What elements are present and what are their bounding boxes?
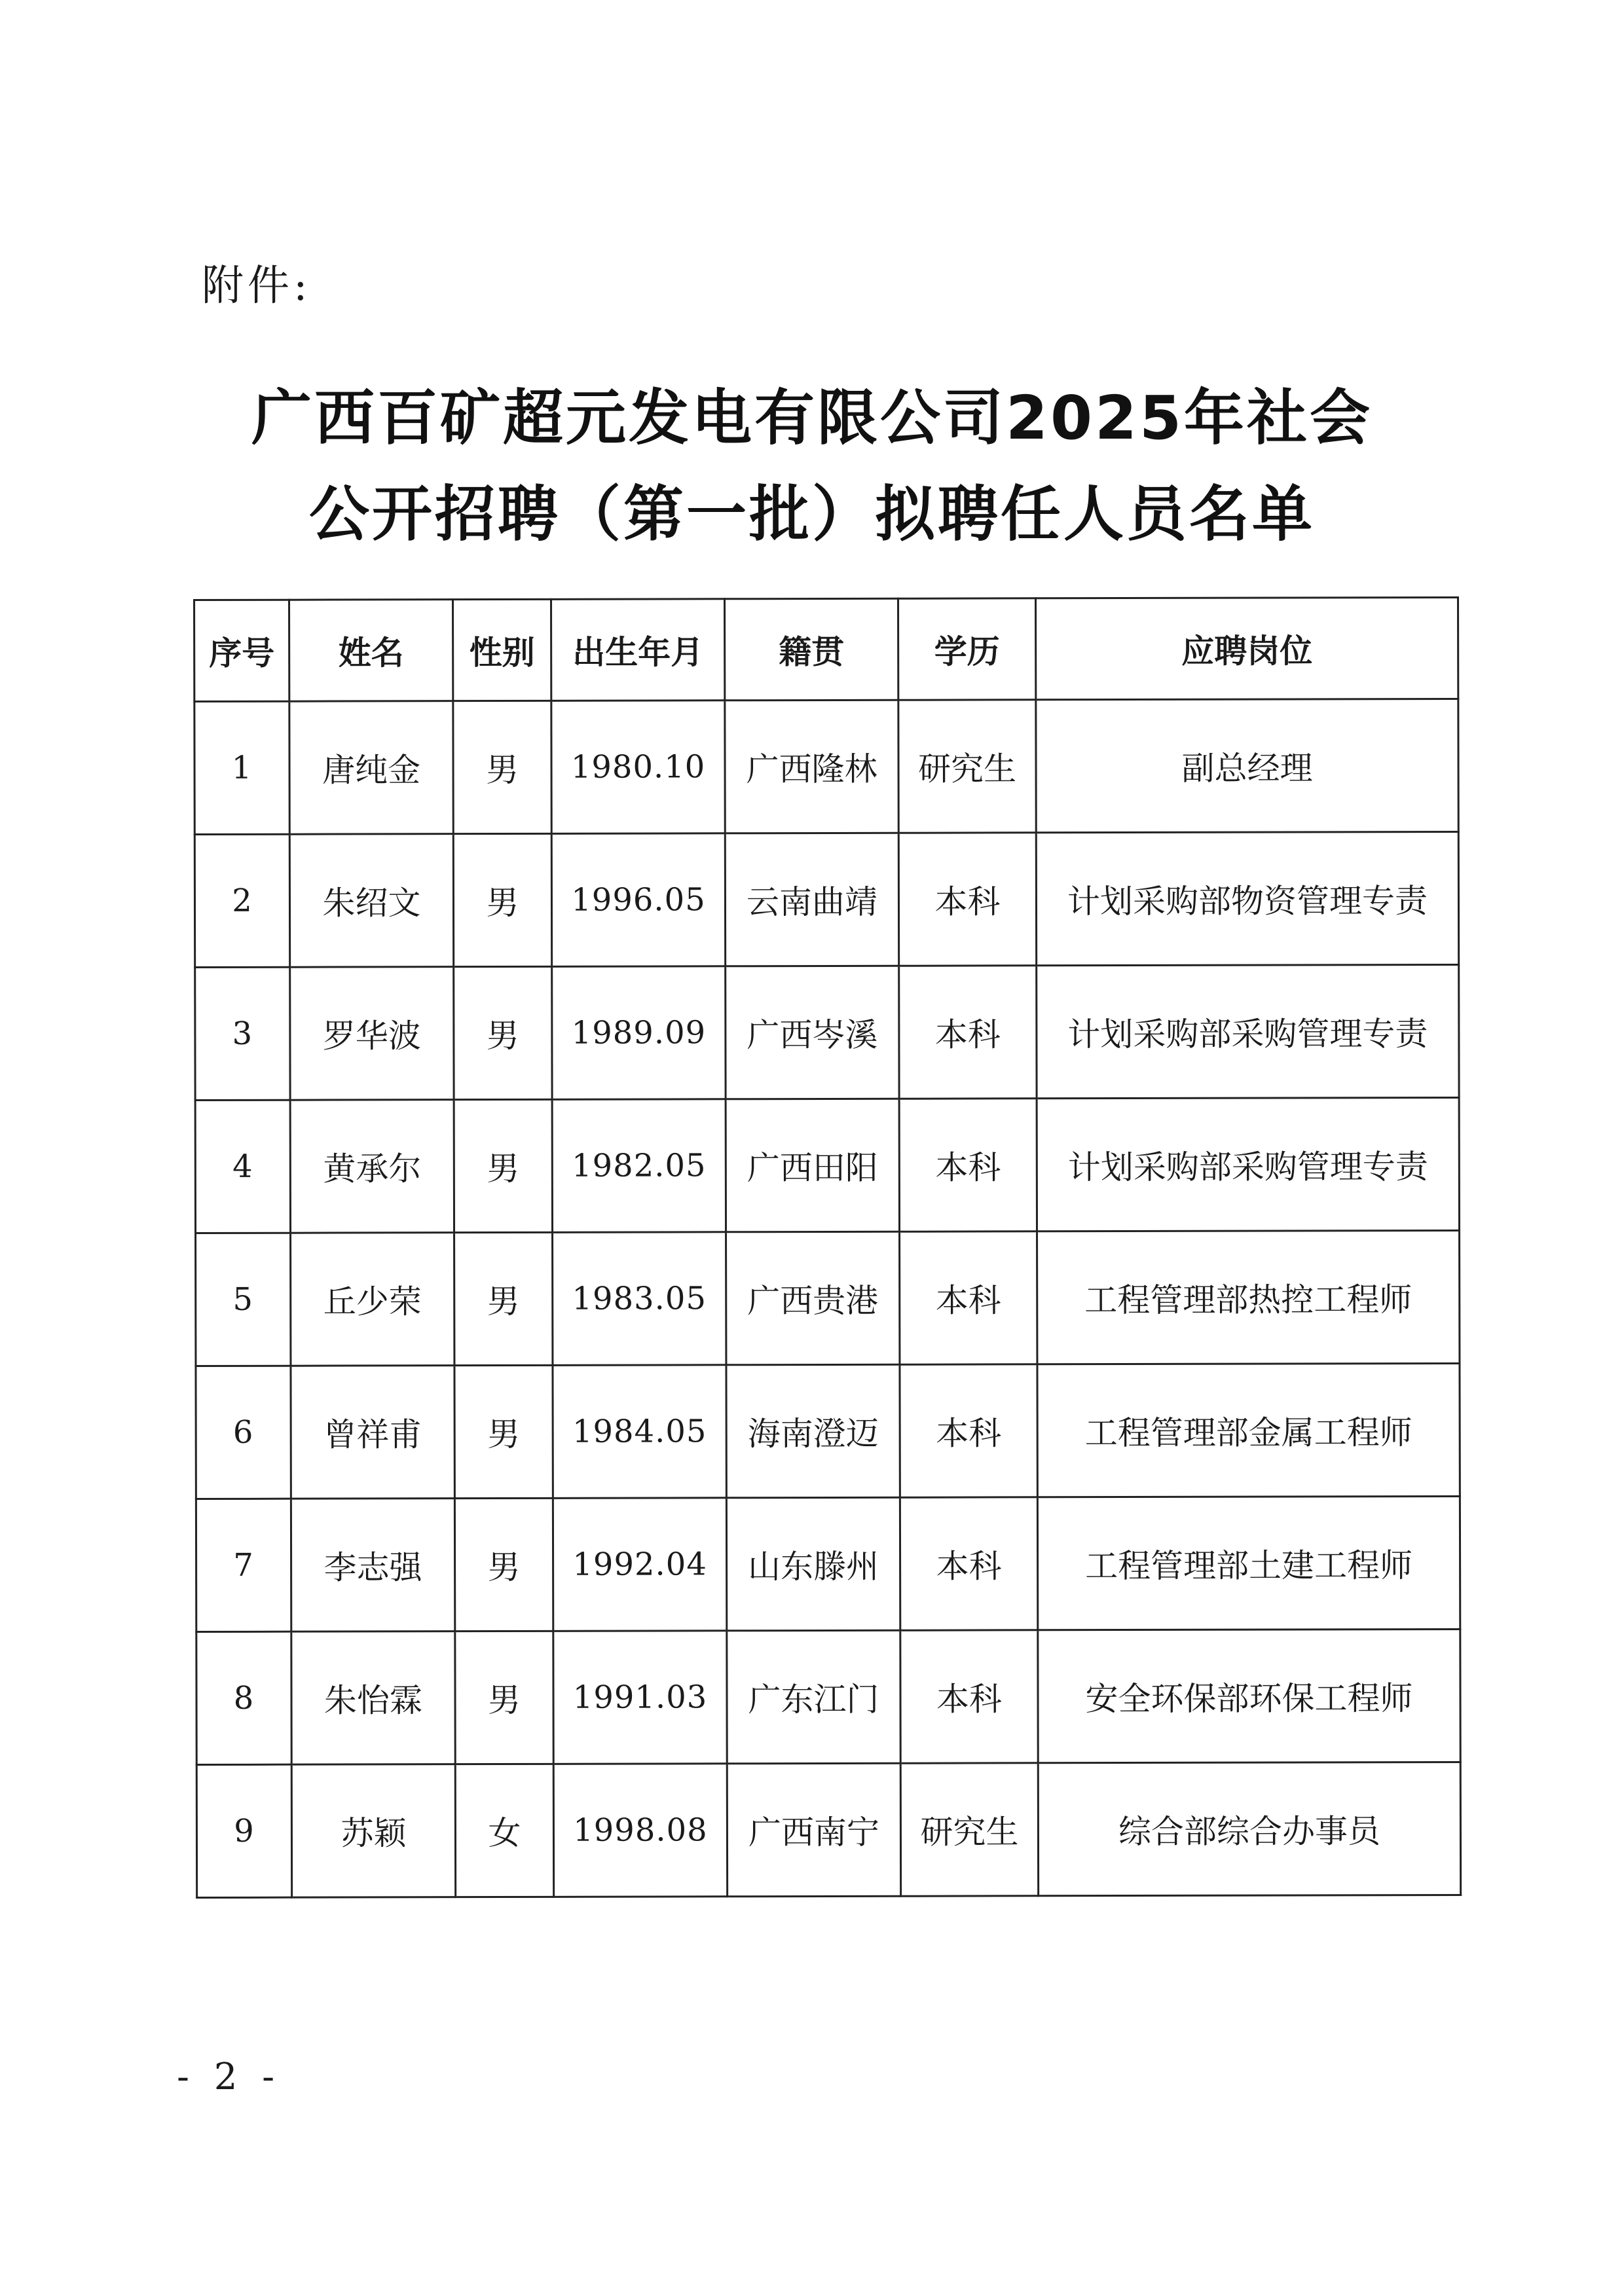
cell-birth-date: 1992.04 — [553, 1498, 726, 1631]
cell-birth-date: 1989.09 — [552, 966, 726, 1100]
cell-name: 苏颖 — [291, 1764, 455, 1898]
cell-birth-date: 1980.10 — [551, 701, 725, 834]
cell-native-place: 海南澄迈 — [726, 1364, 900, 1498]
cell-education: 本科 — [899, 1099, 1037, 1231]
cell-native-place: 广西隆林 — [725, 700, 898, 833]
cell-name: 黄承尔 — [290, 1100, 454, 1233]
cell-index: 1 — [194, 701, 289, 834]
cell-birth-date: 1991.03 — [553, 1631, 727, 1764]
header-gender: 性别 — [453, 599, 551, 701]
header-education: 学历 — [898, 598, 1036, 700]
cell-index: 2 — [194, 834, 289, 967]
cell-name: 唐纯金 — [289, 701, 453, 835]
cell-education: 研究生 — [900, 1763, 1038, 1896]
cell-birth-date: 1984.05 — [553, 1365, 726, 1499]
cell-name: 朱怡霖 — [291, 1631, 455, 1765]
cell-gender: 男 — [454, 966, 552, 1099]
cell-gender: 男 — [454, 1232, 553, 1365]
cell-education: 研究生 — [898, 700, 1036, 833]
cell-native-place: 广西贵港 — [726, 1231, 900, 1365]
cell-gender: 男 — [453, 833, 551, 966]
cell-position: 计划采购部物资管理专责 — [1036, 831, 1458, 965]
cell-native-place: 云南曲靖 — [725, 833, 898, 966]
table-row — [195, 1097, 1459, 1233]
cell-gender: 男 — [455, 1631, 553, 1764]
cell-birth-date: 1983.05 — [553, 1232, 726, 1366]
table-row — [196, 1762, 1460, 1897]
table-row — [194, 699, 1458, 834]
cell-name: 朱绍文 — [289, 834, 453, 968]
cell-index: 8 — [196, 1631, 291, 1764]
cell-position: 计划采购部采购管理专责 — [1037, 1097, 1459, 1231]
cell-birth-date: 1982.05 — [552, 1099, 726, 1233]
cell-index: 7 — [196, 1499, 291, 1631]
cell-native-place: 广西田阳 — [726, 1099, 899, 1232]
document-title-line-2: 公开招聘（第一批）拟聘任人员名单 — [308, 479, 1315, 549]
cell-gender: 男 — [453, 701, 551, 833]
table-header-row — [194, 597, 1458, 701]
cell-gender: 男 — [454, 1498, 553, 1631]
cell-education: 本科 — [900, 1630, 1038, 1763]
cell-birth-date: 1996.05 — [551, 833, 725, 967]
cell-name: 丘少荣 — [291, 1233, 454, 1366]
header-index: 序号 — [194, 600, 289, 701]
cell-name: 曾祥甫 — [291, 1366, 454, 1499]
cell-education: 本科 — [899, 966, 1037, 1099]
cell-native-place: 山东滕州 — [726, 1497, 900, 1631]
table-row — [196, 1629, 1460, 1764]
cell-name: 罗华波 — [290, 967, 454, 1101]
cell-name: 李志强 — [291, 1499, 454, 1632]
cell-education: 本科 — [900, 1231, 1037, 1364]
cell-birth-date: 1998.08 — [553, 1764, 727, 1897]
page-number: - 2 - — [177, 2056, 282, 2098]
cell-position: 工程管理部热控工程师 — [1037, 1230, 1460, 1364]
cell-education: 本科 — [900, 1497, 1037, 1630]
cell-index: 6 — [196, 1366, 291, 1499]
cell-position: 工程管理部土建工程师 — [1037, 1496, 1460, 1630]
cell-index: 3 — [195, 967, 290, 1100]
cell-native-place: 广西岑溪 — [726, 966, 899, 1099]
table-row — [196, 1230, 1460, 1366]
cell-education: 本科 — [900, 1364, 1037, 1497]
cell-index: 9 — [196, 1764, 291, 1897]
table-row — [196, 1496, 1460, 1631]
cell-position: 工程管理部金属工程师 — [1037, 1363, 1460, 1497]
cell-position: 安全环保部环保工程师 — [1038, 1629, 1460, 1762]
header-birth-date: 出生年月 — [551, 599, 725, 701]
table-row — [195, 964, 1459, 1100]
cell-native-place: 广西南宁 — [727, 1763, 900, 1897]
cell-gender: 女 — [455, 1764, 553, 1897]
header-name: 姓名 — [289, 600, 453, 702]
cell-index: 4 — [195, 1100, 290, 1233]
header-position: 应聘岗位 — [1036, 597, 1458, 699]
header-native-place: 籍贯 — [725, 598, 898, 701]
cell-native-place: 广东江门 — [727, 1630, 900, 1764]
cell-education: 本科 — [898, 833, 1036, 966]
cell-position: 计划采购部采购管理专责 — [1037, 964, 1459, 1098]
cell-position: 副总经理 — [1036, 699, 1458, 832]
table-row — [194, 831, 1458, 967]
cell-index: 5 — [196, 1233, 291, 1366]
attachment-label: 附件: — [202, 262, 312, 310]
cell-position: 综合部综合办事员 — [1038, 1762, 1460, 1895]
cell-gender: 男 — [454, 1365, 553, 1498]
candidate-roster-table — [193, 596, 1462, 1899]
cell-gender: 男 — [454, 1099, 552, 1232]
table-row — [196, 1363, 1460, 1499]
document-title-line-1: 广西百矿超元发电有限公司2025年社会 — [251, 383, 1373, 453]
